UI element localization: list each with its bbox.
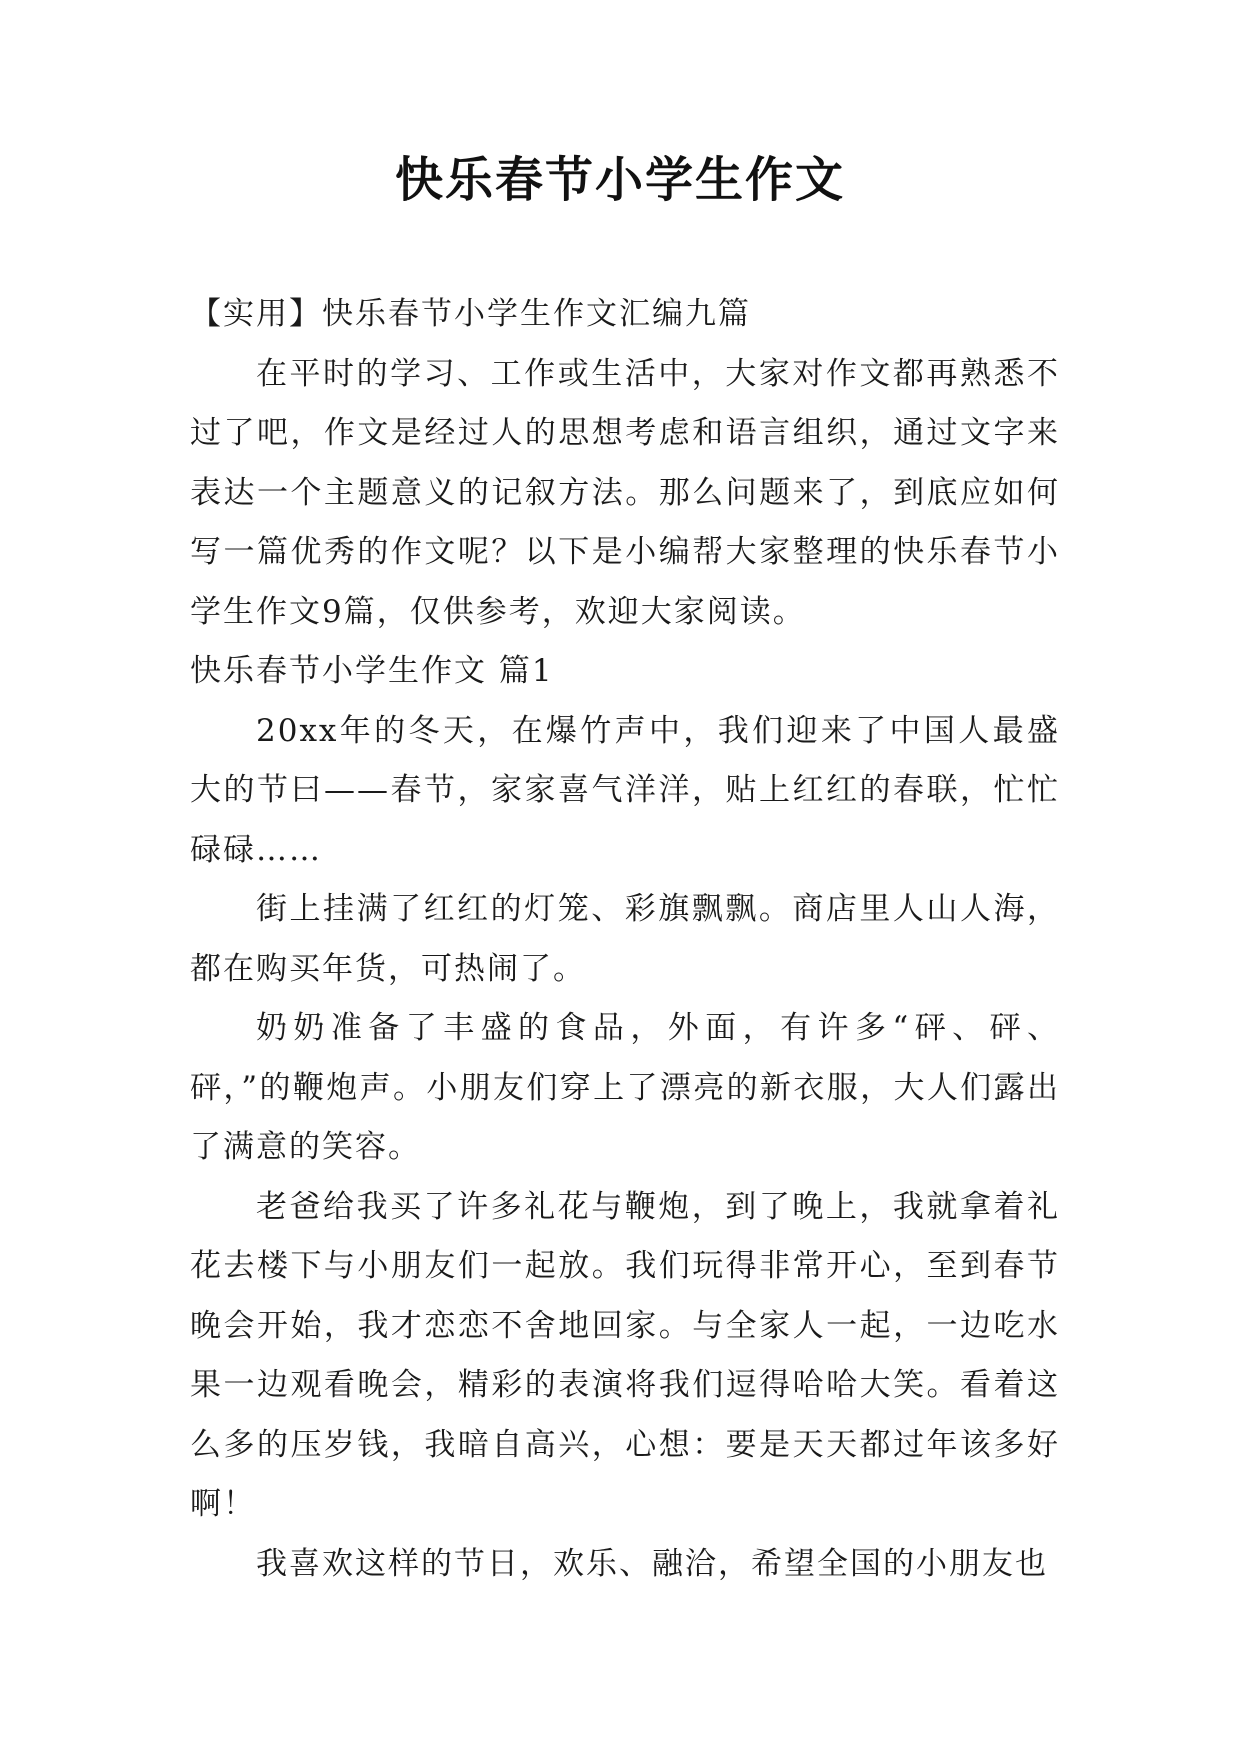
document-body: [190, 285, 1060, 1594]
paragraph-5: 我喜欢这样的节日，欢乐、融洽，希望全国的小朋友也: [256, 1545, 1048, 1582]
paragraph-2: 街上挂满了红红的灯笼、彩旗飘飘。商店里人山人海，都在购买年货，可热闹了。: [190, 891, 1060, 987]
document-title: 快乐春节小学生作文: [394, 152, 845, 208]
paragraph-3: 奶奶准备了丰盛的食品，外面，有许多“砰、砰、砰，”的鞭炮声。小朋友们穿上了漂亮的新衣服，大人们露出了满意的笑容。: [190, 1010, 1060, 1165]
intro-paragraph: 在平时的学习、工作或生活中，大家对作文都再熟悉不过了吧，作文是经过人的思想考虑和语言组织，通过文字来表达一个主题意义的记叙方法。那么问题来了，到底应如何写一篇优秀的作文呢？以下是小编帮大家整理的快乐春节小学生作文9篇，仅供参考，欢迎大家阅读。: [190, 355, 1060, 630]
paragraph-4: 老爸给我买了许多礼花与鞭炮，到了晚上，我就拿着礼花去楼下与小朋友们一起放。我们玩得非常开心，至到春节晚会开始，我才恋恋不舍地回家。与全家人一起，一边吃水果一边观看晚会，精彩的表演将我们逗得哈哈大笑。看着这么多的压岁钱，我暗自高兴，心想：要是天天都过年该多好啊！: [190, 1188, 1060, 1522]
document-subtitle: 【实用】快乐春节小学生作文汇编九篇: [190, 296, 751, 332]
section-heading: 快乐春节小学生作文 篇1: [190, 653, 554, 689]
paragraph-1: 20xx年的冬天，在爆竹声中，我们迎来了中国人最盛大的节曰——春节，家家喜气洋洋，贴上红红的春联，忙忙碌碌……: [190, 712, 1060, 868]
